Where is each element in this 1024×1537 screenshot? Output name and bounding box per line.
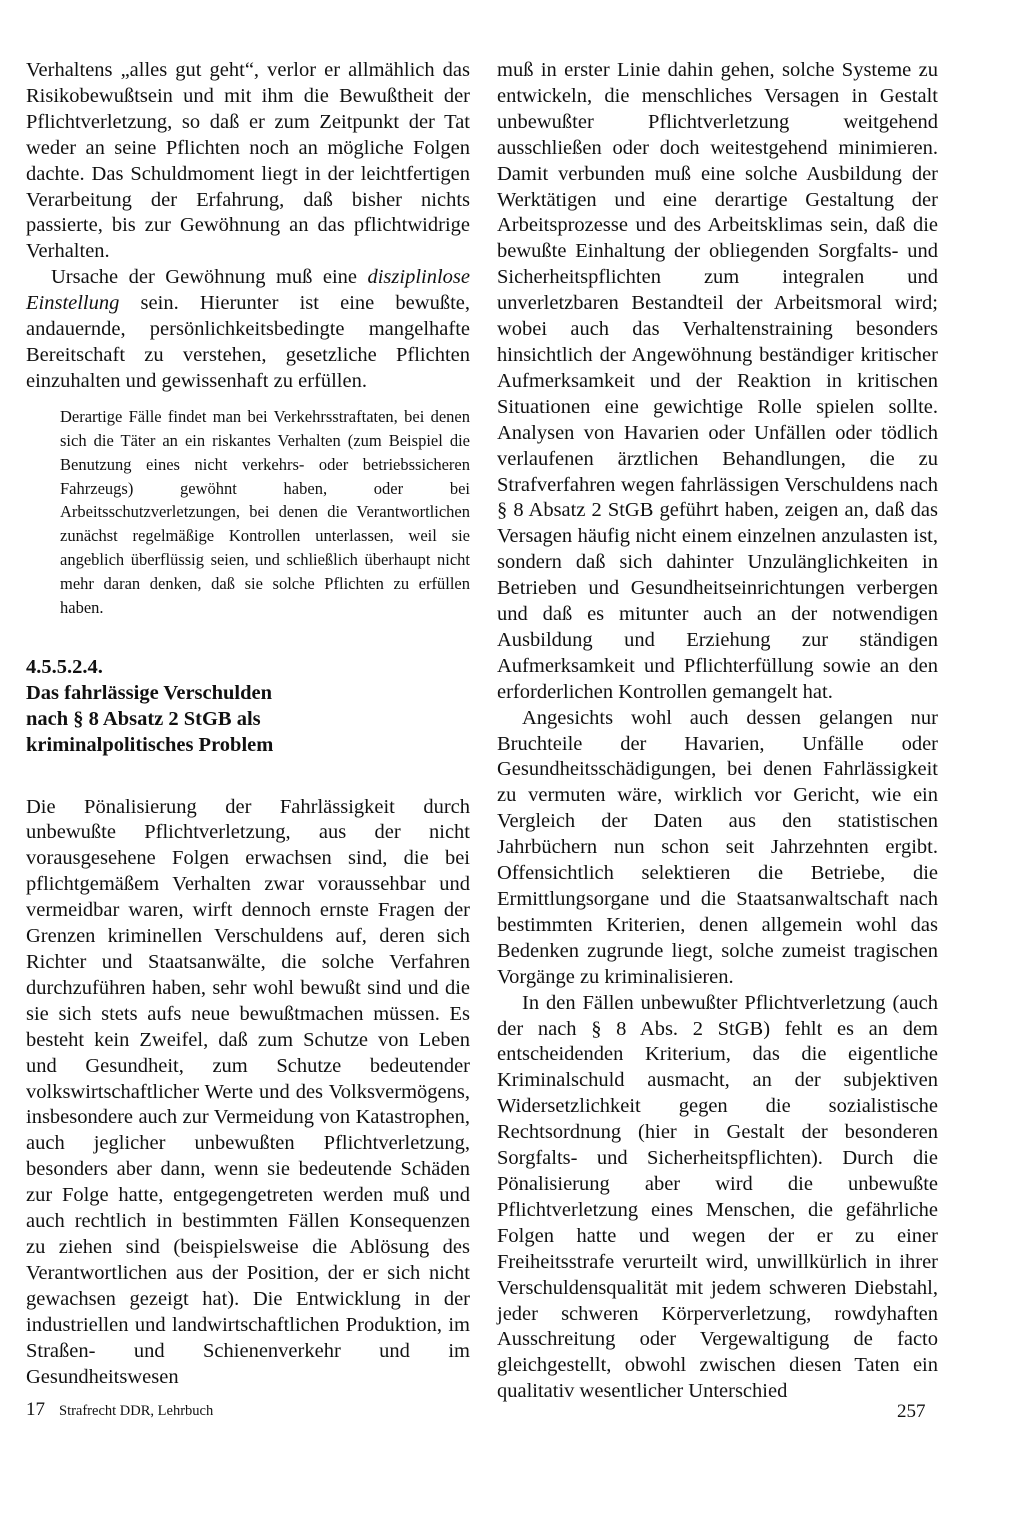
paragraph-2-text-start: Ursache der Gewöhnung muß eine [51, 266, 368, 289]
emphasized-term: disziplinlose Einstellung [26, 266, 470, 315]
page-footer [26, 1399, 213, 1421]
sheet-number: 17 [26, 1399, 45, 1420]
section-title-line-2: nach § 8 Absatz 2 StGB als [26, 707, 261, 730]
small-print-example: Derartige Fälle findet man bei Verkehrsstraftaten, bei denen sich die Täter an ein riskantes Verhalten (zum Beispiel die Benutzung eines nicht verkehrs- oder betriebssicheren Fahrzeugs) gewöhnt haben, oder bei Arbeitsschutzverletzungen, bei denen die Verantwortlichen zunächst regelmäßige Kontrollen unterlassen, weil sie angeblich überflüssig seien, und schließlich überhaupt nicht mehr daran denken, daß sie solche Pflichten zu erfüllen haben. [60, 406, 470, 618]
left-paragraph-1: Verhaltens „alles gut geht“, verlor er allmählich das Risikobewußtsein und mit ihm die Bewußtheit der Pflichtverletzung, so daß er zum Zeitpunkt der Tat weder an seine Pflichten noch an mögliche Folgen dachte. Das Schuldmoment liegt in der leichtfertigen Verarbeitung der Erfahrung, daß bisher nichts passierte, bis zur Gewöhnung an das pflichtwidrige Verhalten. [26, 59, 470, 263]
left-paragraph-3: Die Pönalisierung der Fahrlässigkeit durch unbewußte Pflichtverletzung, aus der nicht vorausgesehene Folgen erwachsen sind, die bei pflichtgemäßem Verhalten zwar voraussehbar und vermeidbar waren, wirft dennoch ernste Fragen der Grenzen kriminellen Verschuldens auf, deren sich Richter und Staatsanwälte, die solche Verfahren durchzuführen haben, sehr wohl bewußt sind und die sie sich stets aufs neue bewußtmachen müssen. Es besteht kein Zweifel, daß zum Schutze von Leben und Gesundheit, zum Schutze bedeutender volkswirtschaftlicher Werte und des Volksvermögens, insbesondere auch zur Vermeidung von Katastrophen, auch jeglicher unbewußten Pflichtverletzung, besonders aber dann, wenn sie bedeutende Schäden zur Folge hatte, entgegengetreten werden muß und auch rechtlich in bestimmten Fällen Konsequenzen zu ziehen sind (beispielsweise die Ablösung des Verantwortlichen aus der Position, der er sich nicht gewachsen gezeigt hat). Die Entwicklung in der industriellen und landwirtschaftlichen Produktion, im Straßen- und Schienenverkehr und im Gesundheitswesen [26, 795, 470, 1388]
left-paragraph-2 [26, 265, 470, 395]
right-column [497, 58, 938, 1405]
paragraph-2-text-end: sein. Hierunter ist eine bewußte, andauernde, persönlichkeitsbedingte mangelhafte Bereitschaft zu verstehen, gesetzliche Pflichten einzuhalten und gewissenhaft zu erfüllen. [26, 292, 470, 392]
book-title: Strafrecht DDR, Lehrbuch [59, 1403, 214, 1419]
section-title-line-1: Das fahrlässige Verschulden [26, 681, 273, 704]
right-paragraph-2: Angesichts wohl auch dessen gelangen nur Bruchteile der Havarien, Unfälle oder Gesundheitsschädigungen, bei denen Fahrlässigkeit zu vermuten wäre, wirklich vor Gericht, wie ein Vergleich der Daten aus den statistischen Jahrbüchern nun schon seit Jahrzehnten ergibt. Offensichtlich selektieren die Betriebe, die Ermittlungsorgane und die Staatsanwaltschaft nach bestimmten Kriterien, denen allgemein wohl das Bedenken zugrunde liegt, solche zumeist tragischen Vorgänge zu kriminalisieren. [497, 706, 938, 988]
section-heading [26, 655, 470, 759]
page-number: 257 [897, 1401, 926, 1422]
left-column [26, 58, 470, 1390]
right-paragraph-3: In den Fällen unbewußter Pflichtverletzung (auch der nach § 8 Abs. 2 StGB) fehlt es an dem entscheidenden Kriterium, das die eigentliche Kriminalschuld ausmacht, an der subjektiven Widersetzlichkeit gegen die sozialistische Rechtsordnung (hier in Gestalt der besonderen Sorgfalts- und Sicherheitspflichten). Durch die Pönalisierung aber wird die unbewußte Pflichtverletzung eines Menschen, die gefährliche Folgen hatte und wegen der er zu einer Freiheitsstrafe verurteilt wird, unwillkürlich in ihrer Verschuldensqualität mit jedem schweren Diebstahl, jeder schweren Körperverletzung, rowdyhaften Ausschreitung oder Vergewaltigung de facto gleichgestellt, obwohl zwischen diesen Taten ein qualitativ wesentlicher Unterschied [497, 991, 938, 1403]
section-number: 4.5.5.2.4. [26, 655, 103, 678]
section-title-line-3: kriminalpolitisches Problem [26, 733, 274, 756]
right-paragraph-1: muß in erster Linie dahin gehen, solche Systeme zu entwickeln, die menschliches Versagen in Gestalt unbewußter Pflichtverletzung weitgehend ausschließen oder doch weitestgehend minimieren. Damit verbunden muß eine solche Ausbildung der Werktätigen und eine derartige Gestaltung der Arbeitsprozesse und des Arbeitsklimas sein, daß die bewußte Einhaltung der obliegenden Sorgfalts- und Sicherheitspflichten zum integralen und unverletzbaren Bestandteil der Arbeitsmoral wird; wobei auch das Verhaltenstraining besonders hinsichtlich der Angewöhnung beständiger kritischer Aufmerksamkeit und der Reaktion in kritischen Situationen eine gewichtige Rolle spielen sollte. Analysen von Havarien oder Unfällen oder tödlich verlaufenen ärztlichen Behandlungen, die zu Strafverfahren wegen fahrlässigen Verschuldens nach § 8 Absatz 2 StGB geführt haben, zeigen an, daß das Versagen häufig nicht einem einzelnen anzulasten ist, sondern daß sich dahinter Unzulänglichkeiten in Betrieben und Gesundheitseinrichtungen verbergen und daß es mitunter auch an der notwendigen Ausbildung und Erziehung zur ständigen Aufmerksamkeit und Pflichterfüllung sowie an den erforderlichen Kontrollen gemangelt hat. [497, 59, 938, 703]
